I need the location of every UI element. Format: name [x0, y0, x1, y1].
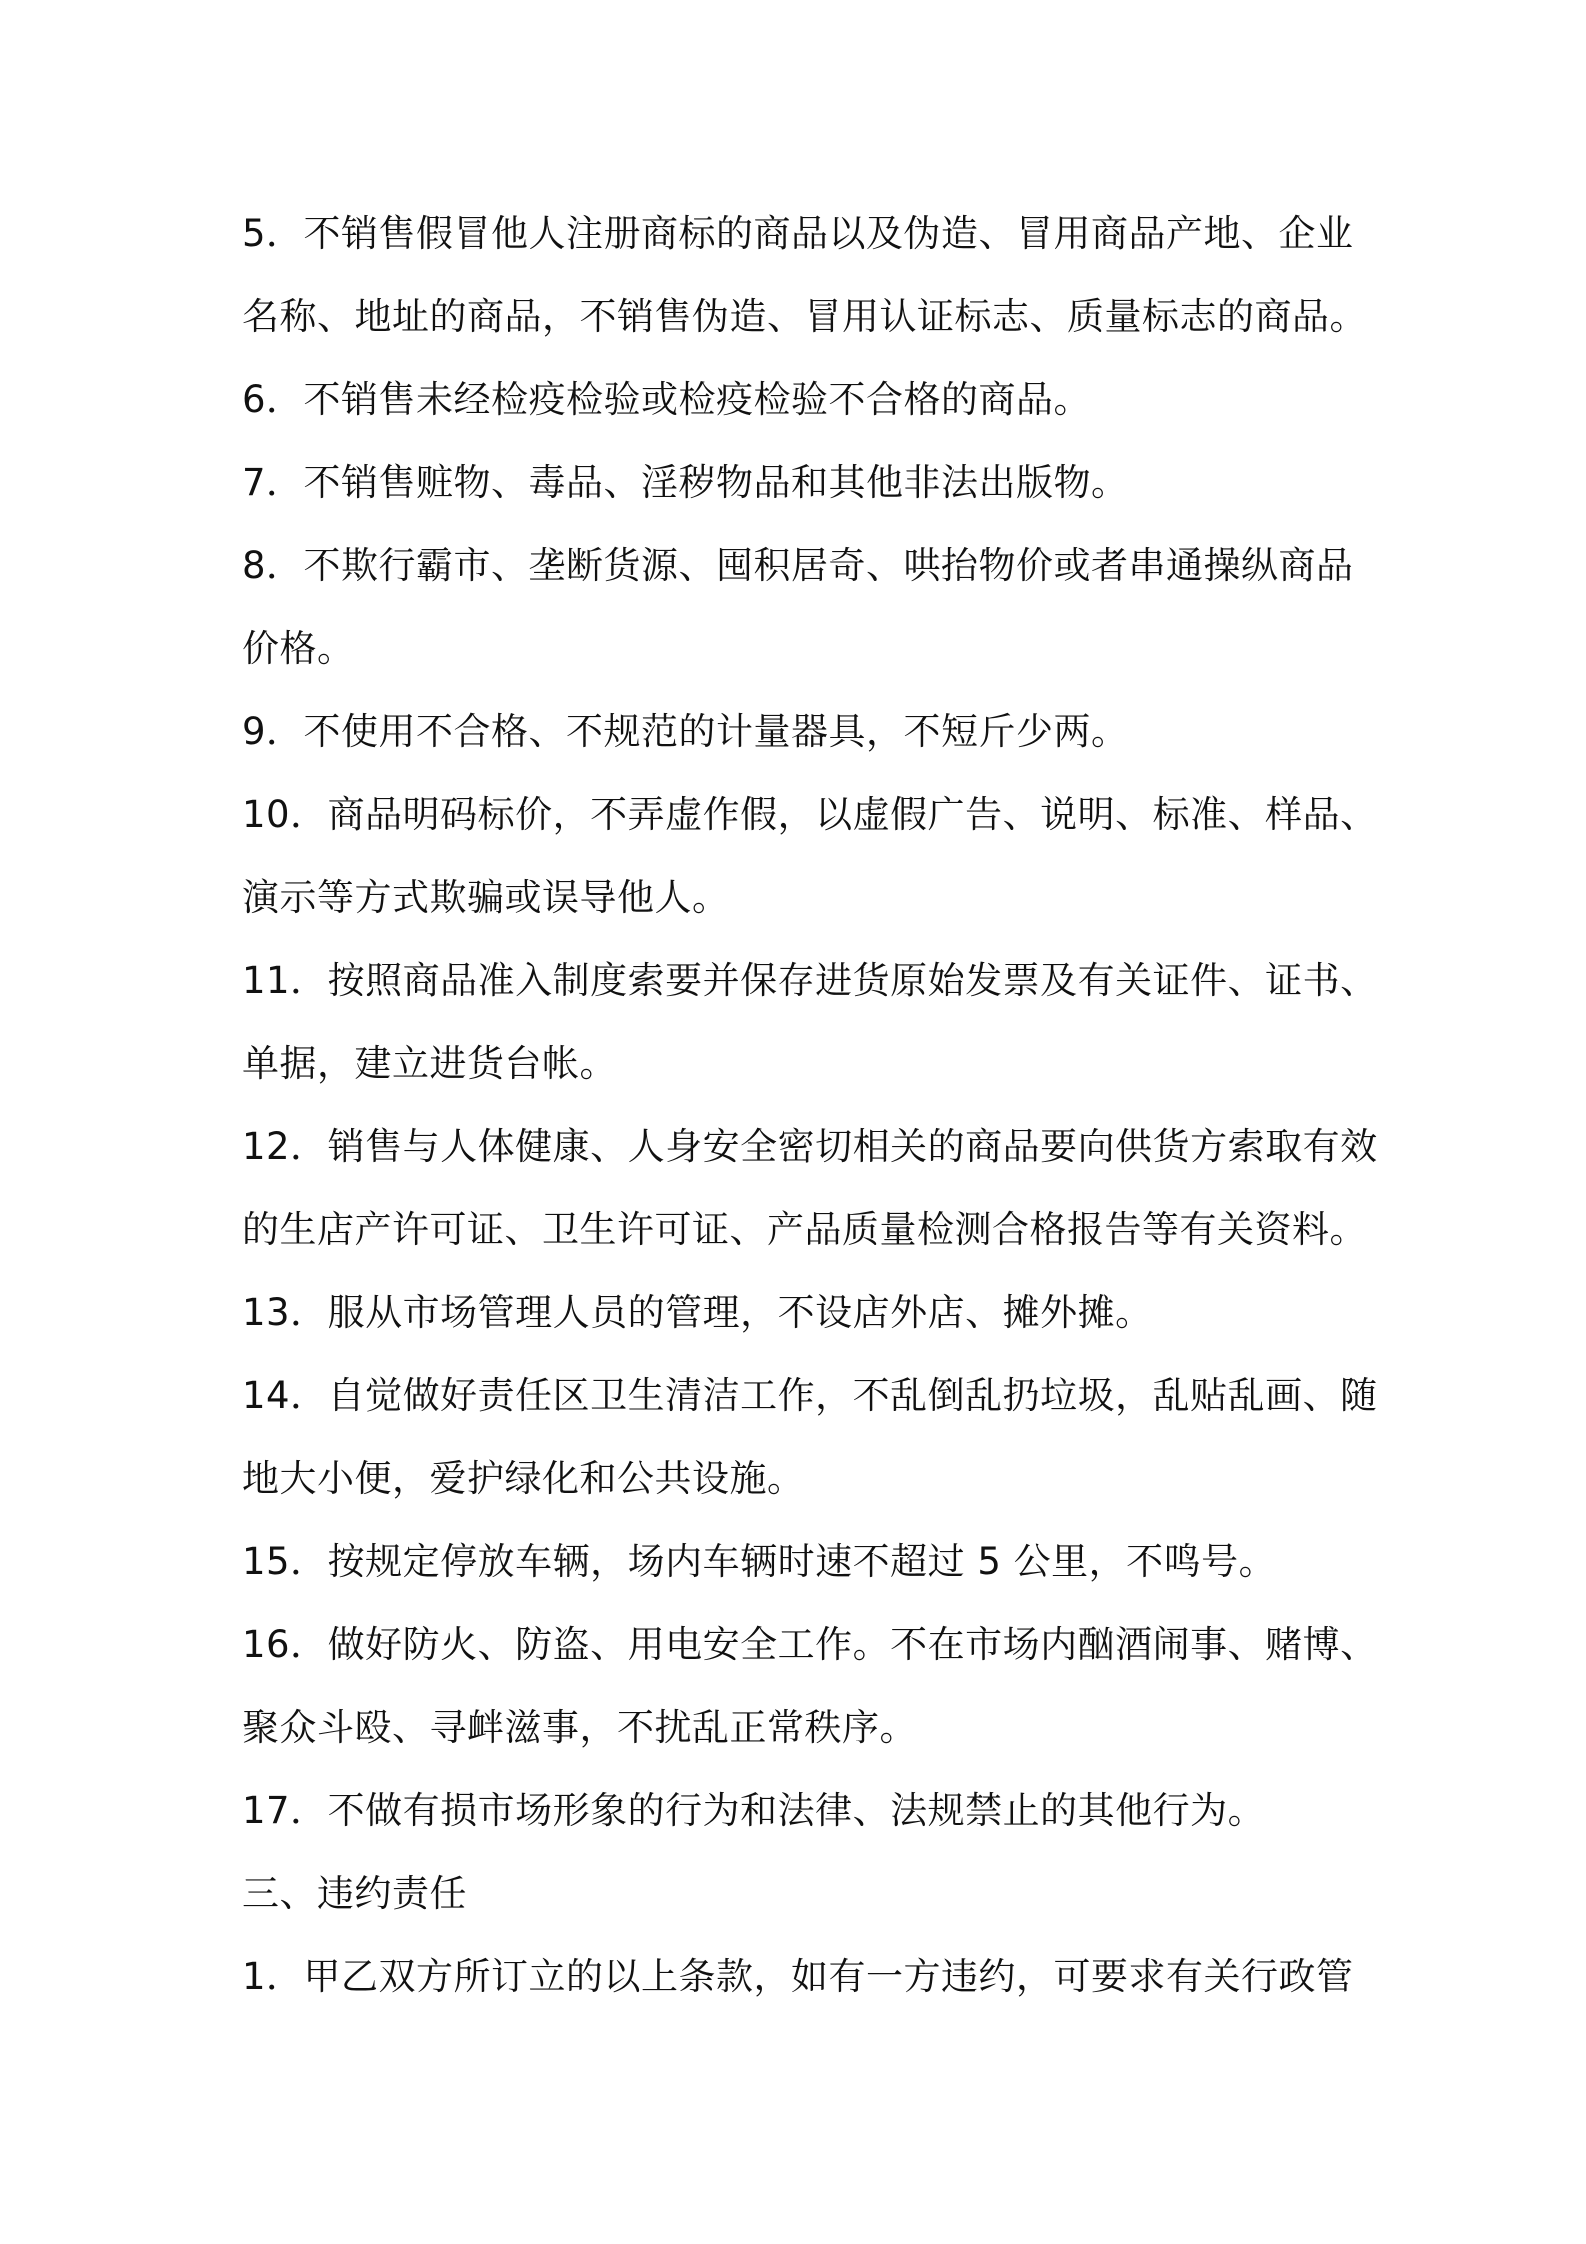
section-heading: 三、违约责任 — [242, 1872, 467, 1915]
text-line: 8．不欺行霸市、垄断货源、囤积居奇、哄抬物价或者串通操纵商品 — [242, 544, 1354, 587]
text-line: 11．按照商品准入制度索要并保存进货原始发票及有关证件、证书、 — [242, 959, 1378, 1002]
text-line: 15．按规定停放车辆，场内车辆时速不超过 5 公里，不鸣号。 — [242, 1540, 1277, 1583]
text-line: 1．甲乙双方所订立的以上条款，如有一方违约，可要求有关行政管 — [242, 1955, 1354, 1998]
text-line: 9．不使用不合格、不规范的计量器具，不短斤少两。 — [242, 710, 1129, 753]
text-line: 5．不销售假冒他人注册商标的商品以及伪造、冒用商品产地、企业 — [242, 212, 1354, 255]
text-line: 12．销售与人体健康、人身安全密切相关的商品要向供货方索取有效 — [242, 1125, 1378, 1168]
text-line: 6．不销售未经检疫检验或检疫检验不合格的商品。 — [242, 378, 1092, 421]
text-line: 10．商品明码标价，不弄虚作假，以虚假广告、说明、标准、样品、 — [242, 793, 1378, 836]
text-line: 的生店产许可证、卫生许可证、产品质量检测合格报告等有关资料。 — [242, 1208, 1367, 1251]
document-body — [242, 192, 1378, 2018]
text-line: 14．自觉做好责任区卫生清洁工作，不乱倒乱扔垃圾，乱贴乱画、随 — [242, 1374, 1378, 1417]
text-line: 16．做好防火、防盗、用电安全工作。不在市场内酗酒闹事、赌博、 — [242, 1623, 1378, 1666]
text-line: 17．不做有损市场形象的行为和法律、法规禁止的其他行为。 — [242, 1789, 1266, 1832]
text-line: 价格。 — [242, 627, 355, 670]
text-line: 7．不销售赃物、毒品、淫秽物品和其他非法出版物。 — [242, 461, 1129, 504]
text-line: 聚众斗殴、寻衅滋事，不扰乱正常秩序。 — [242, 1706, 917, 1749]
text-line: 名称、地址的商品，不销售伪造、冒用认证标志、质量标志的商品。 — [242, 295, 1367, 338]
text-line: 地大小便，爱护绿化和公共设施。 — [242, 1457, 805, 1500]
text-line: 13．服从市场管理人员的管理，不设店外店、摊外摊。 — [242, 1291, 1153, 1334]
text-line: 演示等方式欺骗或误导他人。 — [242, 876, 730, 919]
text-line: 单据，建立进货台帐。 — [242, 1042, 617, 1085]
